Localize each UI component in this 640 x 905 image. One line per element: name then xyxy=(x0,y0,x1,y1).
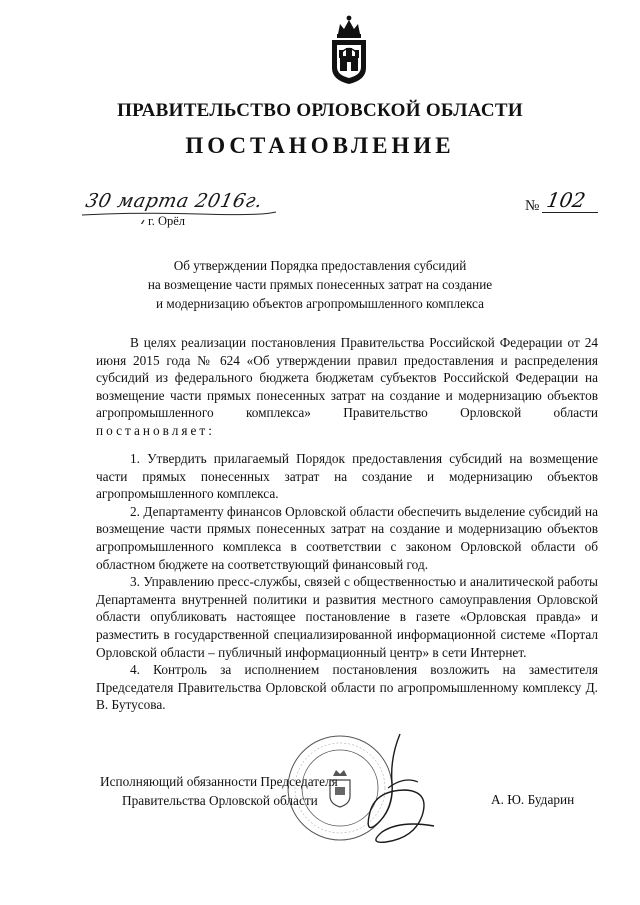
subject-line: Об утверждении Порядка предоставления субсидий xyxy=(173,258,467,273)
coat-of-arms-emblem xyxy=(324,12,374,86)
signatory-name: А. Ю. Бударин xyxy=(491,792,575,807)
position-line: Исполняющий обязанности Председателя xyxy=(100,774,338,789)
handwritten-date: 30 марта 2016г. xyxy=(83,190,265,212)
preamble-paragraph xyxy=(96,334,598,440)
resolution-items xyxy=(96,450,598,714)
number-underline xyxy=(542,212,598,213)
number-label: № xyxy=(525,198,540,214)
handwritten-signature xyxy=(330,728,450,858)
preamble-text: В целях реализации постановления Правительства Российской Федерации от 24 июня 2015 года № 624 «Об утверждении правил предоставления и распределения субсидий из федерального бюджета бюджетам субъектов Российской Федерации на возмещение части прямых понесенных затрат на создание и модернизацию объектов агропромышленного комплекса» Правительство Орловской области xyxy=(96,335,598,421)
resolution-item: 4. Контроль за исполнением постановления возложить на заместителя Председателя Правительства Орловской области по агропромышленному комплексу Д. В. Бутусова. xyxy=(96,662,598,713)
handwritten-number: 102 xyxy=(544,188,588,212)
resolution-item: 2. Департаменту финансов Орловской области обеспечить выделение субсидий на возмещение части прямых понесенных затрат на создание и модернизацию объектов агропромышленного комплекса в соответствии с законом Орловской области об областном бюджете на соответствующий финансовый год. xyxy=(96,503,598,572)
document-subject xyxy=(0,256,640,313)
city-label: г. Орёл xyxy=(148,214,186,228)
resolution-item: 3. Управлению пресс-службы, связей с общественностью и аналитической работы Департамента внутренней политики и развития местного самоуправления Орловской области опубликовать настоящее постановление в газете «Орловская правда» и разместить в государственной специализированной информационной системе «Портал Орловской области – публичный информационный центр» в сети Интернет. xyxy=(96,574,598,660)
signatory-position xyxy=(100,772,338,810)
government-title: ПРАВИТЕЛЬСТВО ОРЛОВСКОЙ ОБЛАСТИ xyxy=(117,100,523,121)
subject-line: и модернизацию объектов агропромышленного комплекса xyxy=(156,296,484,311)
subject-line: на возмещение части прямых понесенных затрат на создание xyxy=(147,277,493,292)
document-type-title: ПОСТАНОВЛЕНИЕ xyxy=(185,133,455,158)
resolution-item: 1. Утвердить прилагаемый Порядок предоставления субсидий на возмещение части прямых понесенных затрат на создание и модернизацию объектов агропромышленного комплекса. xyxy=(96,451,598,502)
position-line: Правительства Орловской области xyxy=(122,793,318,808)
decree-word: постановляет: xyxy=(96,422,215,438)
